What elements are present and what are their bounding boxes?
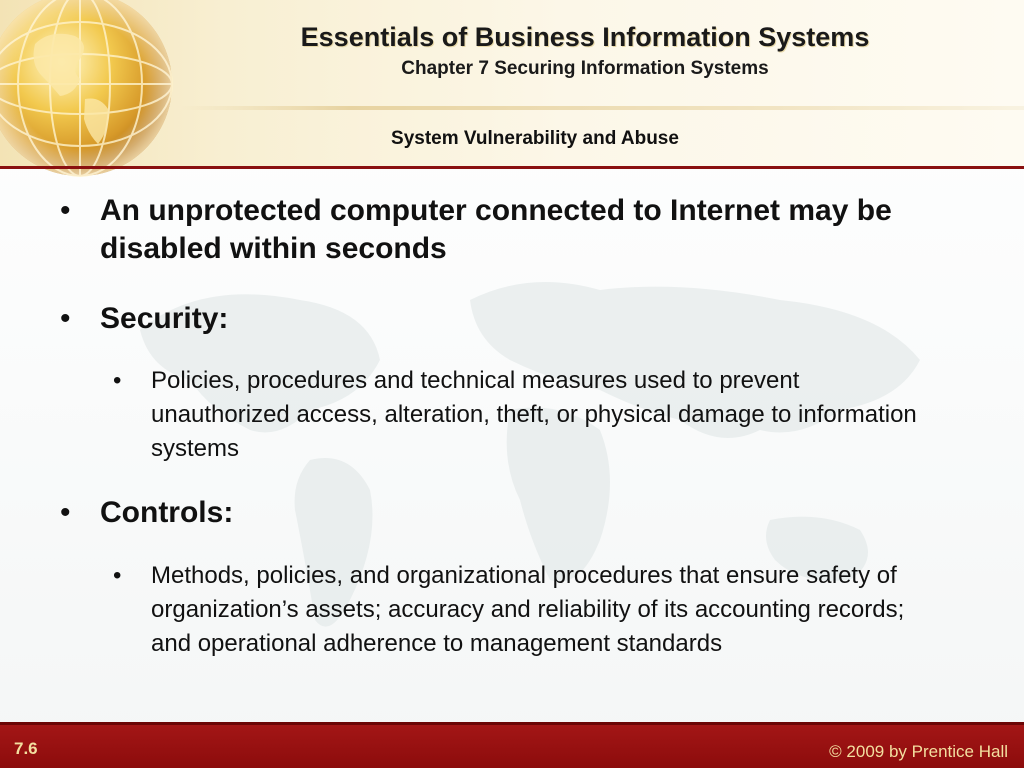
bullet-item (60, 300, 900, 338)
bullet-text: An unprotected computer connected to Internet may be disabled within seconds (100, 194, 892, 265)
presentation-title: Essentials of Business Information Systems (300, 22, 870, 52)
bullet-marker: • (113, 367, 122, 394)
bullet-marker: • (60, 496, 71, 529)
page-number: 7.6 (14, 739, 38, 758)
bullet-marker: • (60, 302, 71, 335)
sub-bullet-item (113, 364, 941, 466)
bullet-text: Security: (100, 302, 229, 335)
sub-bullet-text: Policies, procedures and technical measures used to prevent unauthorized access, alteration, theft, or physical damage to information systems (151, 367, 917, 462)
chapter-subtitle: Chapter 7 Securing Information Systems (401, 58, 769, 79)
bullet-text: Controls: (100, 496, 234, 529)
section-title: System Vulnerability and Abuse (391, 128, 679, 149)
bullet-item (60, 192, 900, 268)
bullet-item (60, 494, 900, 532)
sub-bullet-item (113, 559, 941, 661)
bullet-marker: • (60, 194, 71, 227)
copyright-notice: © 2009 by Prentice Hall (829, 742, 1008, 761)
bullet-marker: • (113, 562, 122, 589)
sub-bullet-text: Methods, policies, and organizational procedures that ensure safety of organization’s assets; accuracy and reliability of its accounting records; and operational adherence to management standards (151, 562, 905, 657)
